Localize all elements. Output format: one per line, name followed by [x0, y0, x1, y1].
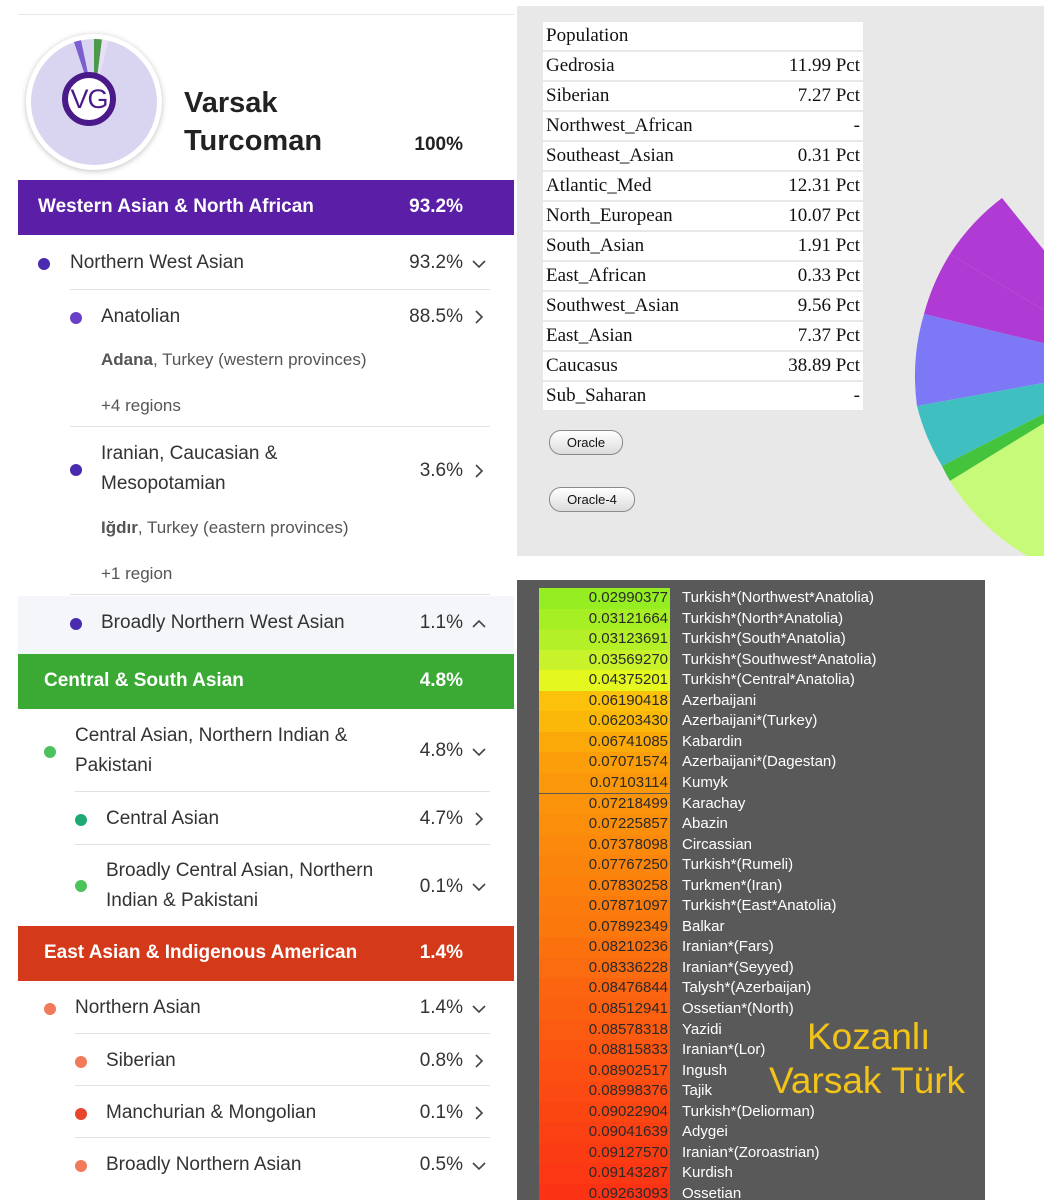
- region-place-name: Adana: [101, 350, 153, 369]
- distance-value: 0.09143287: [539, 1163, 670, 1184]
- distance-population: Iranian*(Seyyed): [682, 958, 794, 976]
- row-percentage: 93.2%: [409, 252, 463, 273]
- oracle-population-value: 9.56 Pct: [781, 292, 863, 320]
- distance-row: [539, 958, 979, 979]
- oracle-population-name: East_Asian: [543, 322, 781, 350]
- avatar-initials: VG: [62, 72, 116, 126]
- distance-value: 0.08578318: [539, 1020, 670, 1041]
- distance-row: [539, 794, 979, 815]
- band-label: Central & South Asian: [44, 670, 244, 691]
- row-percentage: 4.7%: [419, 808, 463, 829]
- distance-population: Abazin: [682, 815, 728, 833]
- color-dot: [75, 880, 87, 892]
- distance-population: Turkish*(North*Anatolia): [682, 609, 844, 627]
- oracle-population-value: 11.99 Pct: [781, 52, 863, 80]
- row-label: [101, 439, 277, 499]
- anatolian-region-text: [101, 350, 366, 370]
- distance-value: 0.09263093: [539, 1184, 670, 1200]
- distance-population: Iranian*(Zoroastrian): [682, 1143, 820, 1161]
- distance-population: Kumyk: [682, 773, 728, 791]
- chevron-down-icon[interactable]: [471, 744, 487, 760]
- distance-row: [539, 1163, 979, 1184]
- divider: [75, 791, 490, 792]
- distance-value: 0.07071574: [539, 752, 670, 773]
- row-label: Siberian: [106, 1050, 176, 1071]
- oracle-table: [543, 20, 863, 412]
- distance-population: Iranian*(Lor): [682, 1041, 766, 1059]
- distance-row: [539, 835, 979, 856]
- region-band-western-asian[interactable]: [18, 180, 514, 235]
- oracle-population-name: Atlantic_Med: [543, 172, 781, 200]
- chevron-right-icon[interactable]: [471, 1105, 487, 1121]
- oracle-row: [543, 142, 863, 170]
- distance-population: Turkish*(Central*Anatolia): [682, 671, 855, 689]
- distance-value: 0.07225857: [539, 814, 670, 835]
- distance-row: [539, 711, 979, 732]
- row-label: [106, 856, 373, 916]
- distance-value: 0.07830258: [539, 876, 670, 897]
- region-place-detail: , Turkey (western provinces): [152, 350, 367, 369]
- oracle-row: [543, 172, 863, 200]
- iranian-more-regions-link[interactable]: +1 region: [101, 564, 173, 583]
- divider: [70, 426, 490, 427]
- color-dot: [70, 464, 82, 476]
- population-title-line2: Turcoman: [184, 125, 323, 157]
- row-percentage: 4.8%: [419, 740, 463, 761]
- distance-value: 0.07871097: [539, 896, 670, 917]
- distance-population: Turkish*(Deliorman): [682, 1102, 815, 1120]
- distance-population: Circassian: [682, 835, 753, 853]
- oracle-population-value: -: [781, 382, 863, 410]
- distance-row: [539, 1122, 979, 1143]
- distance-row: [539, 1184, 979, 1200]
- divider: [75, 1033, 490, 1034]
- row-siberian[interactable]: [18, 1038, 514, 1086]
- row-label-line2: Pakistani: [75, 755, 153, 776]
- chevron-right-icon[interactable]: [471, 463, 487, 479]
- oracle-population-name: Southwest_Asian: [543, 292, 781, 320]
- distance-value: 0.02990377: [539, 588, 670, 609]
- row-central-asian-northern-indian[interactable]: [18, 720, 514, 784]
- distance-value: 0.09127570: [539, 1143, 670, 1164]
- distance-row: [539, 629, 979, 650]
- oracle-panel: [517, 6, 1044, 556]
- band-label: Western Asian & North African: [38, 196, 314, 217]
- oracle-row: [543, 322, 863, 350]
- region-place-detail: , Turkey (eastern provinces): [137, 518, 349, 537]
- distance-row: [539, 1143, 979, 1164]
- oracle-population-value: -: [781, 112, 863, 140]
- row-label-line1: Broadly Central Asian, Northern: [106, 860, 374, 881]
- oracle-row: [543, 262, 863, 290]
- row-label: Manchurian & Mongolian: [106, 1102, 317, 1123]
- distance-value: 0.07218499: [539, 794, 670, 815]
- caption-line1: Kozanlı: [807, 1016, 931, 1057]
- chevron-right-icon[interactable]: [471, 811, 487, 827]
- oracle-row: [543, 352, 863, 380]
- distance-population: Turkish*(Rumeli): [682, 856, 794, 874]
- distance-value: 0.08210236: [539, 937, 670, 958]
- top-divider: [18, 14, 514, 15]
- distance-population: Kabardin: [682, 732, 743, 750]
- row-percentage: 1.1%: [419, 612, 463, 633]
- distance-value: 0.07378098: [539, 835, 670, 856]
- row-label-line1: Central Asian, Northern Indian &: [75, 725, 348, 746]
- oracle-population-name: North_European: [543, 202, 781, 230]
- row-broadly-central-asian[interactable]: [18, 854, 514, 918]
- region-band-east-asian[interactable]: [18, 926, 514, 981]
- oracle-row: [543, 112, 863, 140]
- oracle-row: [543, 202, 863, 230]
- distance-row: [539, 732, 979, 753]
- row-northern-asian[interactable]: [18, 984, 514, 1032]
- distance-row: [539, 670, 979, 691]
- divider: [70, 594, 490, 595]
- distance-population: Balkar: [682, 917, 725, 935]
- row-label-line1: Iranian, Caucasian &: [101, 443, 278, 464]
- oracle-population-value: 12.31 Pct: [781, 172, 863, 200]
- band-percentage: 93.2%: [409, 196, 463, 217]
- distance-population: Turkmen*(Iran): [682, 876, 783, 894]
- row-percentage: 0.5%: [419, 1154, 463, 1175]
- row-label-line2: Indian & Pakistani: [106, 890, 259, 911]
- population-title: [184, 84, 394, 160]
- row-label: [75, 721, 348, 781]
- distance-value: 0.06203430: [539, 711, 670, 732]
- distance-population: Ossetian: [682, 1184, 742, 1200]
- distance-row: [539, 814, 979, 835]
- iranian-region-text: [101, 518, 349, 538]
- band-label: East Asian & Indigenous American: [44, 942, 358, 963]
- caption-line2: Varsak Türk: [769, 1060, 966, 1101]
- color-dot: [75, 1056, 87, 1068]
- distance-row: [539, 937, 979, 958]
- row-percentage: 88.5%: [409, 306, 463, 327]
- distance-row: [539, 855, 979, 876]
- distance-population: Karachay: [682, 794, 746, 812]
- distance-value: 0.06741085: [539, 732, 670, 753]
- oracle-population-name: Gedrosia: [543, 52, 781, 80]
- distance-row: [539, 588, 979, 609]
- oracle-population-value: 38.89 Pct: [781, 352, 863, 380]
- color-dot: [44, 1003, 56, 1015]
- row-broadly-northern-west-asian[interactable]: [18, 596, 514, 654]
- distance-population: Turkish*(South*Anatolia): [682, 630, 846, 648]
- distance-row: [539, 1102, 979, 1123]
- oracle-population-name: Sub_Saharan: [543, 382, 781, 410]
- oracle-population-value: 7.37 Pct: [781, 322, 863, 350]
- distance-value: 0.08998376: [539, 1081, 670, 1102]
- anatolian-more-regions-link[interactable]: +4 regions: [101, 396, 181, 415]
- region-place-name: Iğdır: [101, 518, 138, 537]
- oracle-row: [543, 82, 863, 110]
- chevron-down-icon[interactable]: [471, 879, 487, 895]
- chevron-up-icon[interactable]: [471, 616, 487, 632]
- distance-value: 0.09041639: [539, 1122, 670, 1143]
- oracle-4-button[interactable]: Oracle-4: [549, 487, 635, 512]
- admixture-pie-chart: [912, 116, 1044, 556]
- distance-row: [539, 773, 979, 794]
- oracle-population-value: 1.91 Pct: [781, 232, 863, 260]
- color-dot: [70, 618, 82, 630]
- distance-value: 0.08336228: [539, 958, 670, 979]
- distance-population: Kurdish: [682, 1164, 733, 1182]
- row-broadly-northern-asian[interactable]: [18, 1142, 514, 1190]
- chevron-right-icon[interactable]: [471, 1053, 487, 1069]
- divider: [70, 289, 490, 290]
- distance-row: [539, 978, 979, 999]
- oracle-population-name: East_African: [543, 262, 781, 290]
- oracle-population-name: South_Asian: [543, 232, 781, 260]
- distance-population: Tajik: [682, 1082, 713, 1100]
- oracle-header-value: [781, 22, 863, 50]
- color-dot: [44, 746, 56, 758]
- ancestry-panel: [18, 0, 514, 1200]
- divider: [75, 1085, 490, 1086]
- distance-row: [539, 876, 979, 897]
- row-percentage: 0.8%: [419, 1050, 463, 1071]
- distance-population: Turkish*(Northwest*Anatolia): [682, 589, 875, 606]
- band-percentage: 1.4%: [419, 942, 463, 963]
- chevron-down-icon[interactable]: [471, 1001, 487, 1017]
- distance-value: 0.04375201: [539, 670, 670, 691]
- row-label-line2: Mesopotamian: [101, 473, 226, 494]
- oracle-population-name: Northwest_African: [543, 112, 781, 140]
- distance-population: Turkish*(Southwest*Anatolia): [682, 650, 877, 668]
- divider: [75, 844, 490, 845]
- distance-value: 0.07767250: [539, 855, 670, 876]
- chevron-down-icon[interactable]: [471, 1158, 487, 1174]
- oracle-population-value: 10.07 Pct: [781, 202, 863, 230]
- row-label: Central Asian: [106, 808, 220, 829]
- distance-row: [539, 691, 979, 712]
- distance-population: Azerbaijani: [682, 691, 757, 709]
- distance-value: 0.03569270: [539, 650, 670, 671]
- distance-population: Yazidi: [682, 1020, 722, 1038]
- distance-population: Turkish*(East*Anatolia): [682, 897, 837, 915]
- oracle-header-row: [543, 22, 863, 50]
- distance-population: Azerbaijani*(Dagestan): [682, 753, 837, 771]
- distance-value: 0.09022904: [539, 1102, 670, 1123]
- distance-value: 0.06190418: [539, 691, 670, 712]
- color-dot: [38, 258, 50, 270]
- row-percentage: 0.1%: [419, 1102, 463, 1123]
- oracle-button[interactable]: Oracle: [549, 430, 623, 455]
- distance-row: [539, 896, 979, 917]
- distance-value: 0.07103114: [539, 773, 670, 794]
- oracle-population-value: 7.27 Pct: [781, 82, 863, 110]
- distance-population: Adygei: [682, 1123, 728, 1141]
- color-dot: [75, 1160, 87, 1172]
- chevron-down-icon[interactable]: [471, 256, 487, 272]
- oracle-population-name: Siberian: [543, 82, 781, 110]
- row-label: Broadly Northern West Asian: [101, 612, 345, 633]
- oracle-population-value: 0.33 Pct: [781, 262, 863, 290]
- distance-population: Azerbaijani*(Turkey): [682, 712, 818, 730]
- distance-value: 0.03121664: [539, 609, 670, 630]
- oracle-population-value: 0.31 Pct: [781, 142, 863, 170]
- oracle-population-name: Southeast_Asian: [543, 142, 781, 170]
- row-percentage: 0.1%: [419, 876, 463, 897]
- row-manchurian-mongolian[interactable]: [18, 1090, 514, 1138]
- distance-value: 0.08902517: [539, 1061, 670, 1082]
- row-northern-west-asian[interactable]: [18, 236, 514, 290]
- color-dot: [70, 312, 82, 324]
- distance-row: [539, 609, 979, 630]
- distance-population: Talysh*(Azerbaijan): [682, 979, 812, 997]
- distance-row: [539, 917, 979, 938]
- oracle-population-name: Caucasus: [543, 352, 781, 380]
- distance-population: Ingush: [682, 1061, 728, 1079]
- color-dot: [75, 1108, 87, 1120]
- row-label: Northern West Asian: [70, 252, 244, 273]
- color-dot: [75, 814, 87, 826]
- distance-value: 0.03123691: [539, 629, 670, 650]
- row-iranian-caucasian[interactable]: [18, 438, 514, 502]
- distance-population: Iranian*(Fars): [682, 938, 774, 956]
- population-title-line1: Varsak: [184, 87, 278, 119]
- distance-value: 0.08476844: [539, 978, 670, 999]
- total-percentage: 100%: [414, 134, 463, 155]
- oracle-row: [543, 292, 863, 320]
- row-label: Broadly Northern Asian: [106, 1154, 302, 1175]
- distance-population: Ossetian*(North): [682, 1000, 794, 1017]
- distance-value: 0.07892349: [539, 917, 670, 938]
- oracle-row: [543, 232, 863, 260]
- distance-value: 0.08815833: [539, 1040, 670, 1061]
- distance-panel: [517, 580, 985, 1200]
- row-label: Anatolian: [101, 306, 181, 327]
- distance-value: 0.08512941: [539, 999, 670, 1020]
- row-anatolian[interactable]: [18, 292, 514, 342]
- chevron-right-icon[interactable]: [471, 309, 487, 325]
- distance-row: [539, 752, 979, 773]
- distance-row: [539, 650, 979, 671]
- band-percentage: 4.8%: [419, 670, 463, 691]
- row-percentage: 3.6%: [419, 460, 463, 481]
- row-central-asian[interactable]: [18, 796, 514, 844]
- oracle-row: [543, 382, 863, 410]
- divider: [75, 1137, 490, 1138]
- region-band-central-south-asian[interactable]: [18, 654, 514, 709]
- row-label: Northern Asian: [75, 997, 201, 1018]
- row-percentage: 1.4%: [419, 997, 463, 1018]
- oracle-row: [543, 52, 863, 80]
- oracle-header: Population: [543, 22, 781, 50]
